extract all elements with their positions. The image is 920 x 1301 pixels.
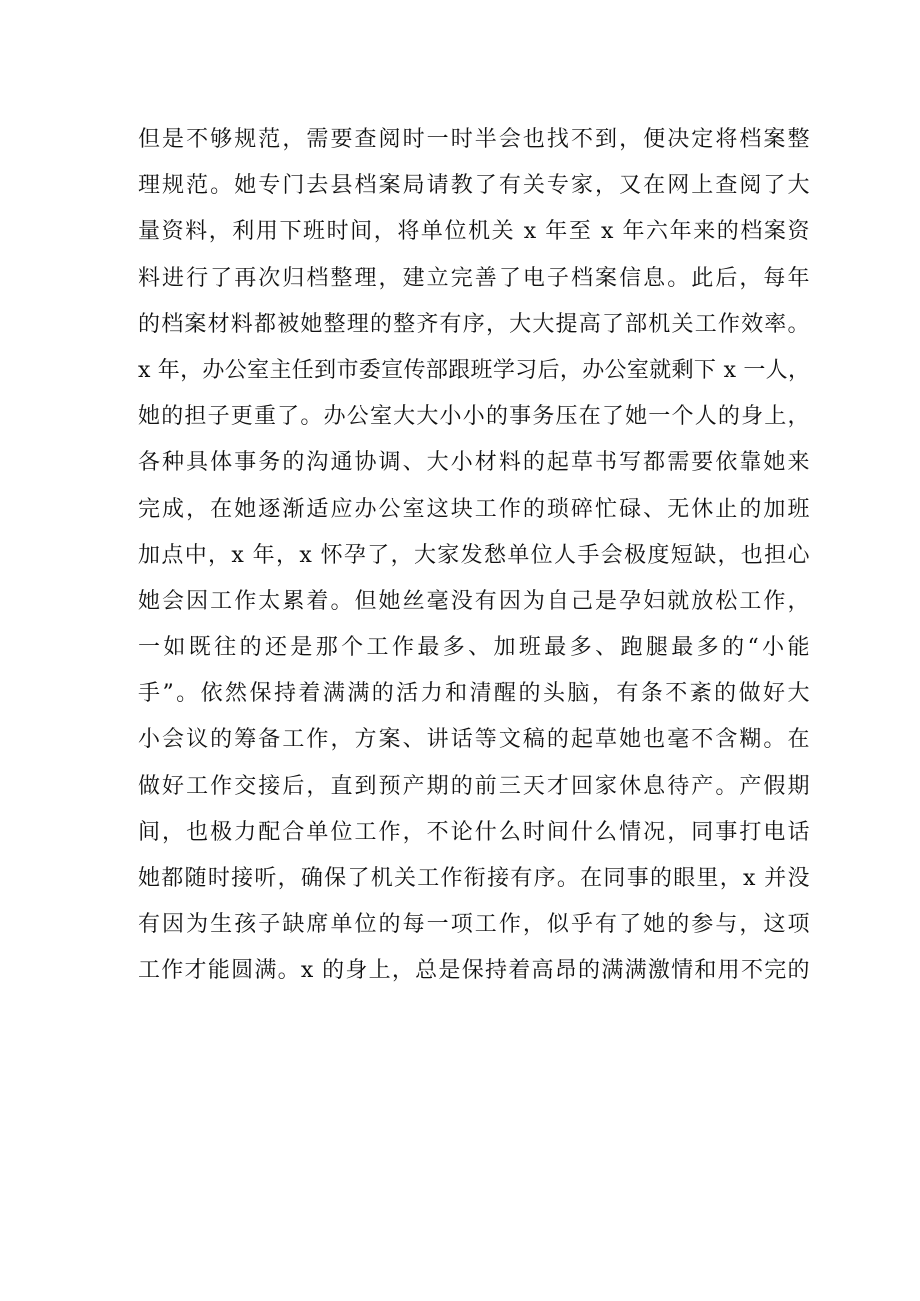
text-line-16: 间，也极力配合单位工作，不论什么时间什么情况，同事打电话 (138, 819, 810, 845)
text-line-3: 量资料，利用下班时间，将单位机关 x 年至 x 年六年来的档案资 (138, 219, 810, 245)
text-line-12: 一如既往的还是那个工作最多、加班最多、跑腿最多的“小能 (138, 635, 810, 661)
text-line-14: 小会议的筹备工作，方案、讲话等文稿的起草她也毫不含糊。在 (138, 727, 810, 753)
text-line-17: 她都随时接听，确保了机关工作衔接有序。在同事的眼里，x 并没 (138, 866, 810, 891)
text-line-9: 完成，在她逐渐适应办公室这块工作的琐碎忙碌、无休止的加班 (138, 496, 810, 522)
text-line-4: 料进行了再次归档整理，建立完善了电子档案信息。此后，每年 (138, 265, 810, 291)
text-line-13: 手”。依然保持着满满的活力和清醒的头脑，有条不紊的做好大 (138, 681, 810, 707)
text-line-15: 做好工作交接后，直到预产期的前三天才回家休息待产。产假期 (138, 773, 810, 799)
text-line-7: 她的担子更重了。办公室大大小小的事务压在了她一个人的身上， (138, 404, 810, 430)
text-line-11: 她会因工作太累着。但她丝毫没有因为自己是孕妇就放松工作， (138, 588, 810, 614)
text-line-6: x 年，办公室主任到市委宣传部跟班学习后，办公室就剩下 x 一人， (138, 357, 810, 383)
text-line-19: 工作才能圆满。x 的身上，总是保持着高昂的满满激情和用不完的 (138, 958, 810, 984)
text-line-2: 理规范。她专门去县档案局请教了有关专家，又在网上查阅了大 (138, 173, 810, 199)
text-line-1: 但是不够规范，需要查阅时一时半会也找不到，便决定将档案整 (138, 127, 810, 152)
body-text (138, 117, 810, 995)
text-line-18: 有因为生孩子缺席单位的每一项工作，似乎有了她的参与，这项 (138, 912, 810, 938)
text-line-8: 各种具体事务的沟通协调、大小材料的起草书写都需要依靠她来 (138, 450, 810, 476)
text-line-5: 的档案材料都被她整理的整齐有序，大大提高了部机关工作效率。 (138, 311, 810, 337)
text-line-10: 加点中，x 年，x 怀孕了，大家发愁单位人手会极度短缺，也担心 (138, 542, 810, 568)
